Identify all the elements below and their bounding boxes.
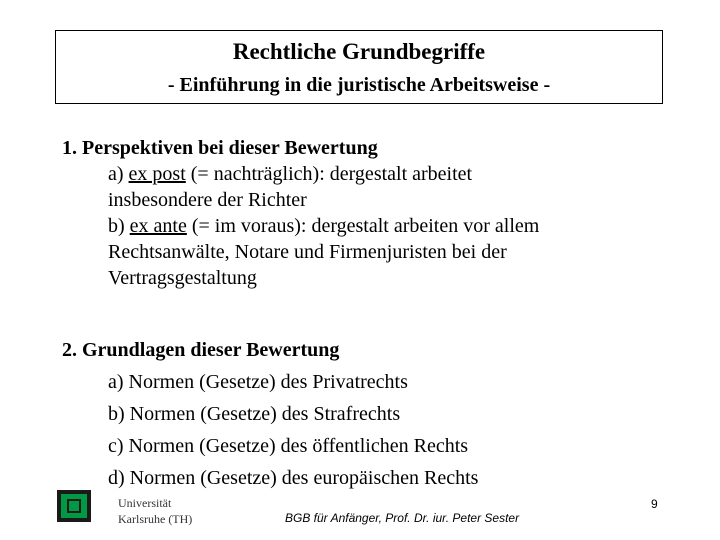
list-item: a) Normen (Gesetze) des Privatrechts xyxy=(108,371,408,393)
page-number: 9 xyxy=(651,497,658,511)
term-ex-post: ex post xyxy=(128,163,186,185)
section-heading-2: 2. Grundlagen dieser Bewertung xyxy=(62,339,340,361)
university-line-2: Karlsruhe (TH) xyxy=(118,512,193,526)
university-name xyxy=(118,495,192,527)
title-box xyxy=(55,30,663,104)
item-ex-ante xyxy=(62,213,539,291)
item-text: insbesondere der Richter xyxy=(108,189,307,211)
list-item: d) Normen (Gesetze) des europäischen Rechts xyxy=(108,467,479,489)
section-perspectives xyxy=(62,135,539,291)
course-footer: BGB für Anfänger, Prof. Dr. iur. Peter Sester xyxy=(285,511,520,525)
item-ex-post xyxy=(62,161,539,213)
item-text: (= nachträglich): dergestalt arbeitet xyxy=(185,163,473,185)
item-prefix: a) xyxy=(108,163,129,185)
section-heading-1: 1. Perspektiven bei dieser Bewertung xyxy=(62,137,378,159)
university-line-1: Universität xyxy=(118,496,172,510)
item-text: (= im voraus): dergestalt arbeiten vor allem xyxy=(186,215,540,237)
item-prefix: b) xyxy=(108,215,130,237)
slide-subtitle: - Einführung in die juristische Arbeitsweise - xyxy=(167,74,551,96)
slide-title: Rechtliche Grundbegriffe xyxy=(232,39,486,64)
university-logo-icon xyxy=(57,490,91,522)
list-item: b) Normen (Gesetze) des Strafrechts xyxy=(108,403,401,425)
term-ex-ante: ex ante xyxy=(129,215,187,237)
item-text: Rechtsanwälte, Notare und Firmenjuristen bei der xyxy=(108,241,507,263)
list-item: c) Normen (Gesetze) des öffentlichen Rechts xyxy=(108,435,469,457)
section-grundlagen xyxy=(62,334,478,494)
item-text: Vertragsgestaltung xyxy=(108,267,257,289)
